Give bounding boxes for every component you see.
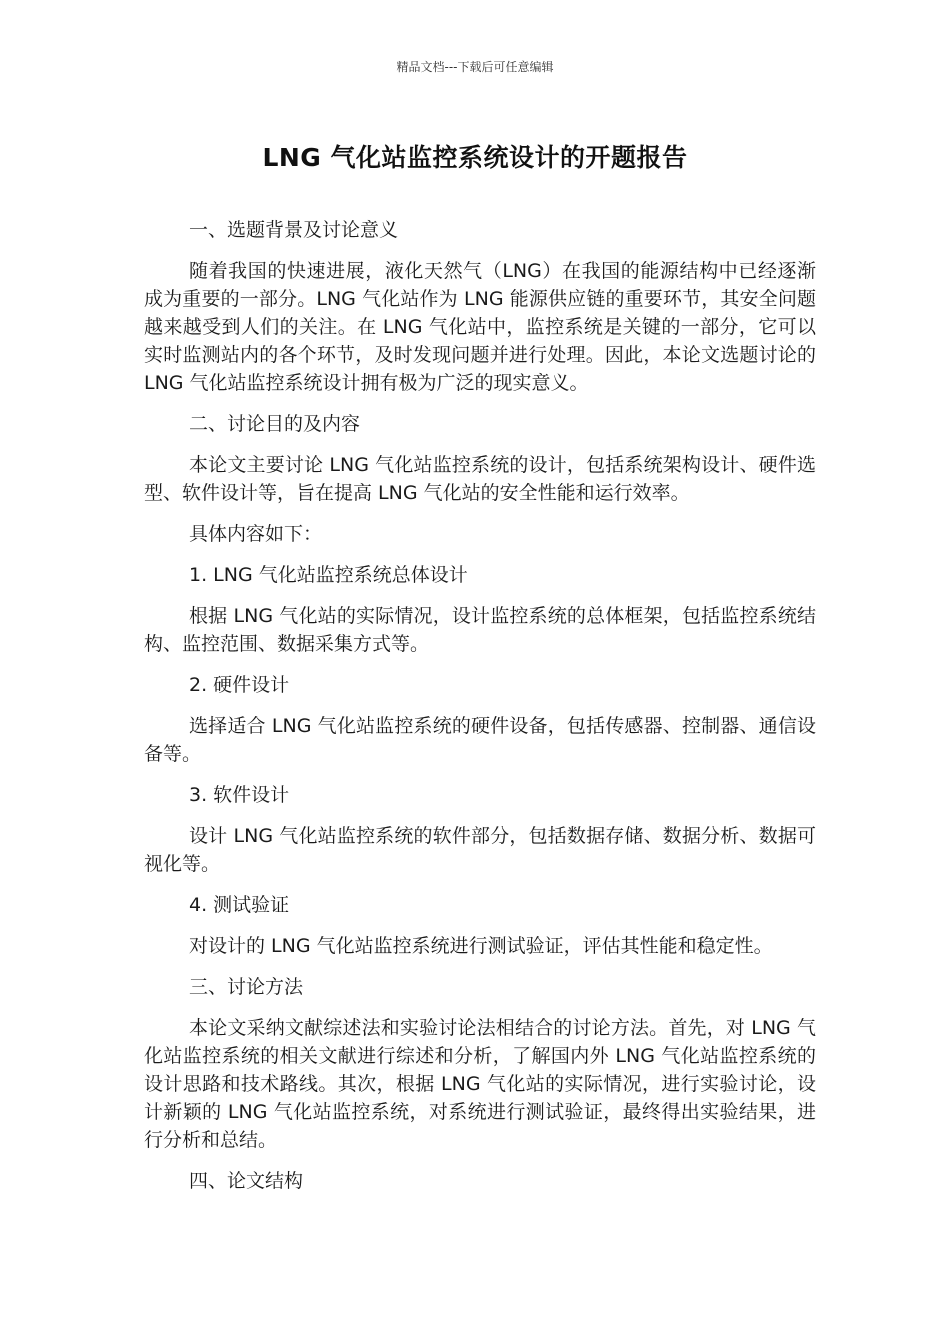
paragraph: 对设计的 LNG 气化站监控系统进行测试验证，评估其性能和稳定性。	[189, 935, 773, 957]
paragraph: 随着我国的快速进展，液化天然气（LNG）在我国的能源结构中已经逐渐成为重要的一部分。LNG 气化站作为 LNG 能源供应链的重要环节，其安全问题越来越受到人们的关注。在 LNG 气化站中，监控系统是关键的一部分，它可以实时监测站内的各个环节，及时发现问题并进行处理。因此，本论文选题讨论的 LNG 气化站监控系统设计拥有极为广泛的现实意义。	[144, 260, 816, 394]
list-intro: 具体内容如下：	[189, 523, 323, 545]
list-item-heading: 4. 测试验证	[189, 894, 290, 916]
paragraph: 选择适合 LNG 气化站监控系统的硬件设备，包括传感器、控制器、通信设备等。	[144, 715, 816, 765]
document-title: LNG 气化站监控系统设计的开题报告	[262, 143, 688, 172]
document-body	[144, 216, 816, 1208]
list-item-heading: 1. LNG 气化站监控系统总体设计	[189, 564, 468, 586]
paragraph: 本论文主要讨论 LNG 气化站监控系统的设计，包括系统架构设计、硬件选型、软件设计等，旨在提高 LNG 气化站的安全性能和运行效率。	[144, 454, 816, 504]
paragraph: 根据 LNG 气化站的实际情况，设计监控系统的总体框架，包括监控系统结构、监控范围、数据采集方式等。	[144, 605, 816, 655]
section-heading: 四、论文结构	[189, 1170, 304, 1192]
paragraph: 设计 LNG 气化站监控系统的软件部分，包括数据存储、数据分析、数据可视化等。	[144, 825, 816, 875]
list-item-heading: 2. 硬件设计	[189, 674, 290, 696]
header-note: 精品文档---下载后可任意编辑	[396, 60, 554, 74]
paragraph: 本论文采纳文献综述法和实验讨论法相结合的讨论方法。首先，对 LNG 气化站监控系统的相关文献进行综述和分析，了解国内外 LNG 气化站监控系统的设计思路和技术路线。其次，根据 LNG 气化站的实际情况，进行实验讨论，设计新颖的 LNG 气化站监控系统，对系统进行测试验证，最终得出实验结果，进行分析和总结。	[144, 1017, 816, 1151]
section-heading: 二、讨论目的及内容	[189, 413, 361, 435]
section-heading: 三、讨论方法	[189, 976, 304, 998]
section-heading: 一、选题背景及讨论意义	[189, 219, 399, 241]
list-item-heading: 3. 软件设计	[189, 784, 290, 806]
